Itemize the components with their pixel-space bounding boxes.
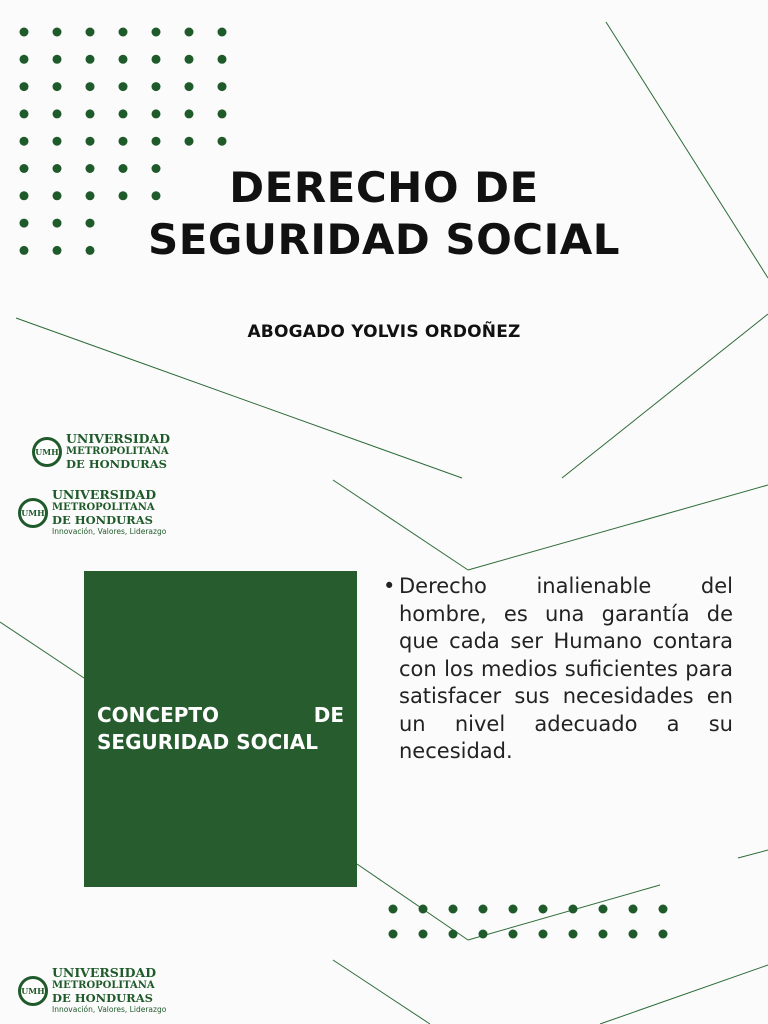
decor-dot <box>185 109 194 118</box>
decor-dot <box>20 55 29 64</box>
decor-dot <box>20 82 29 91</box>
decor-dot <box>419 905 428 914</box>
logo-tagline: Innovación, Valores, Liderazgo <box>52 527 167 536</box>
concept-title: CONCEPTO DE SEGURIDAD SOCIAL <box>97 703 344 754</box>
decor-dot <box>509 905 518 914</box>
decor-dot <box>659 905 668 914</box>
logo-line1: UNIVERSIDAD <box>52 965 157 980</box>
decor-dot <box>539 905 548 914</box>
decor-dot <box>185 137 194 146</box>
decor-dot <box>20 164 29 173</box>
university-logo <box>18 966 166 1015</box>
decor-dot <box>389 930 398 939</box>
author-name: ABOGADO YOLVIS ORDOÑEZ <box>247 322 521 342</box>
logo-line3: DE HONDURAS <box>66 457 167 471</box>
logo-line3: DE HONDURAS <box>52 991 153 1005</box>
decor-dot <box>218 82 227 91</box>
logo-line3: DE HONDURAS <box>52 513 153 527</box>
decor-dot <box>53 164 62 173</box>
decor-line <box>0 622 84 678</box>
decor-dot <box>20 246 29 255</box>
decor-dot <box>185 82 194 91</box>
decor-dot <box>119 28 128 37</box>
decor-dot <box>449 905 458 914</box>
decor-line <box>357 864 468 940</box>
logo-tagline: Innovación, Valores, Liderazgo <box>52 1005 167 1014</box>
dot-pattern-bottom <box>389 905 668 939</box>
decor-line <box>738 850 768 858</box>
logo-line1: UNIVERSIDAD <box>52 487 157 502</box>
decor-dot <box>218 55 227 64</box>
decor-dot <box>20 191 29 200</box>
decor-dot <box>569 930 578 939</box>
decor-dot <box>599 905 608 914</box>
logo-line2: METROPOLITANA <box>52 502 155 513</box>
decor-dot <box>53 55 62 64</box>
umh-seal-icon: UMH <box>18 976 48 1006</box>
university-logo <box>32 432 170 471</box>
decor-dot <box>20 109 29 118</box>
decor-dot <box>539 930 548 939</box>
decor-dot <box>569 905 578 914</box>
definition-bullet <box>383 573 733 766</box>
decor-dot <box>86 137 95 146</box>
decor-dot <box>152 137 161 146</box>
decor-dot <box>389 905 398 914</box>
umh-seal-icon: UMH <box>32 437 62 467</box>
decor-dot <box>218 109 227 118</box>
logo-line2: METROPOLITANA <box>52 980 155 991</box>
decor-line <box>333 960 430 1024</box>
decor-dot <box>449 930 458 939</box>
decor-dot <box>86 28 95 37</box>
decor-dot <box>86 55 95 64</box>
decor-dot <box>509 930 518 939</box>
decor-dot <box>119 55 128 64</box>
decor-dot <box>152 82 161 91</box>
decor-dot <box>629 905 638 914</box>
decor-dot <box>599 930 608 939</box>
decor-dot <box>479 905 488 914</box>
decor-dot <box>152 109 161 118</box>
logo-line1: UNIVERSIDAD <box>66 431 171 446</box>
decor-dot <box>185 55 194 64</box>
decor-dot <box>185 28 194 37</box>
decor-line <box>468 485 768 570</box>
decor-dot <box>53 246 62 255</box>
decor-dot <box>53 191 62 200</box>
decor-dot <box>119 109 128 118</box>
umh-seal-icon: UMH <box>18 498 48 528</box>
decor-line <box>333 480 468 570</box>
decor-dot <box>53 137 62 146</box>
university-logo <box>18 488 166 537</box>
definition-text: Derecho inalienable del hombre, es una garantía de que cada ser Humano contara con los medios suficientes para satisfacer sus necesidades en un nivel adecuado a su necesidad. <box>399 574 733 763</box>
decor-dot <box>20 219 29 228</box>
decor-dot <box>218 137 227 146</box>
decor-dot <box>119 82 128 91</box>
decor-dot <box>152 55 161 64</box>
decor-dot <box>86 109 95 118</box>
decor-dot <box>20 137 29 146</box>
page-title: DERECHO DE SEGURIDAD SOCIAL <box>147 163 620 264</box>
decor-dot <box>86 82 95 91</box>
decor-dot <box>53 109 62 118</box>
decor-dot <box>20 28 29 37</box>
decor-line <box>600 965 768 1024</box>
decor-dot <box>53 82 62 91</box>
decor-dot <box>419 930 428 939</box>
decor-dot <box>53 28 62 37</box>
bullet-dot-icon: • <box>383 574 396 598</box>
decor-dot <box>659 930 668 939</box>
decor-dot <box>152 28 161 37</box>
concept-box <box>84 571 357 887</box>
decor-dot <box>218 28 227 37</box>
decor-dot <box>53 219 62 228</box>
decor-dot <box>479 930 488 939</box>
decor-dot <box>119 137 128 146</box>
logo-line2: METROPOLITANA <box>66 446 169 457</box>
decor-dot <box>629 930 638 939</box>
